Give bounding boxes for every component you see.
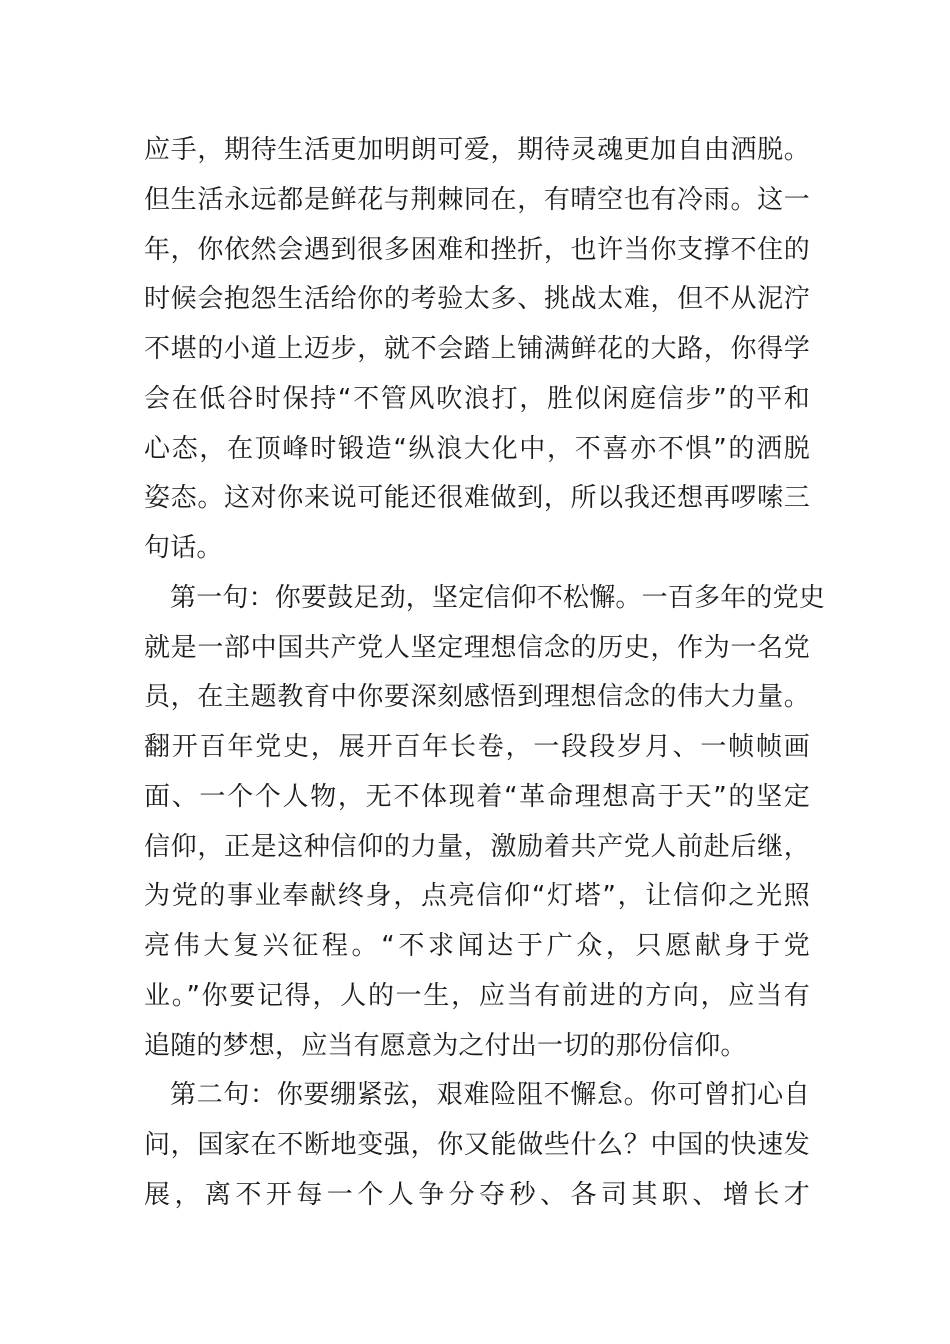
text-line: 问，国家在不断地变强，你又能做些什么？中国的快速发 <box>144 1130 810 1160</box>
text-line: 姿态。这对你来说可能还很难做到，所以我还想再啰嗦三 <box>144 483 810 514</box>
text-line: 句话。 <box>144 533 223 563</box>
text-line: 翻开百年党史，展开百年长卷，一段段岁月、一帧帧画 <box>144 732 810 762</box>
text-line: 员，在主题教育中你要深刻感悟到理想信念的伟大力量。 <box>144 682 810 713</box>
text-line: 追随的梦想，应当有愿意为之付出一切的那份信仰。 <box>144 1030 747 1061</box>
text-line: 应手，期待生活更加明朗可爱，期待灵魂更加自由洒脱。 <box>144 135 810 165</box>
text-line: 亮伟大复兴征程。“不求闻达于广众，只愿献身于党 <box>144 931 810 961</box>
text-line: 为党的事业奉献终身，点亮信仰“灯塔”，让信仰之光照 <box>144 881 810 912</box>
text-line: 心态，在顶峰时锻造“纵浪大化中，不喜亦不惧”的洒脱 <box>144 433 810 464</box>
text-line: 就是一部中国共产党人坚定理想信念的历史，作为一名党 <box>144 632 810 663</box>
text-line: 面、一个个人物，无不体现着“革命理想高于天”的坚定 <box>144 781 810 812</box>
text-line: 不堪的小道上迈步，就不会踏上铺满鲜花的大路，你得学 <box>144 334 810 364</box>
text-line: 但生活永远都是鲜花与荆棘同在，有晴空也有冷雨。这一 <box>144 184 810 215</box>
body-text <box>144 126 826 1221</box>
text-line: 会在低谷时保持“不管风吹浪打，胜似闲庭信步”的平和 <box>144 383 810 414</box>
paragraph-first-line: 第一句：你要鼓足劲，坚定信仰不松懈。一百多年的党史 <box>170 582 826 613</box>
text-line: 信仰，正是这种信仰的力量，激励着共产党人前赴后继， <box>144 831 810 862</box>
text-line: 时候会抱怨生活给你的考验太多、挑战太难，但不从泥泞 <box>144 284 810 315</box>
text-line: 展，离不开每一个人争分夺秒、各司其职、增长才 <box>144 1179 810 1210</box>
paragraph-first-line: 第二句：你要绷紧弦，艰难险阻不懈怠。你可曾扪心自 <box>170 1080 810 1111</box>
text-line: 业。”你要记得，人的一生，应当有前进的方向，应当有 <box>144 980 810 1011</box>
text-line: 年，你依然会遇到很多困难和挫折，也许当你支撑不住的 <box>144 234 810 265</box>
